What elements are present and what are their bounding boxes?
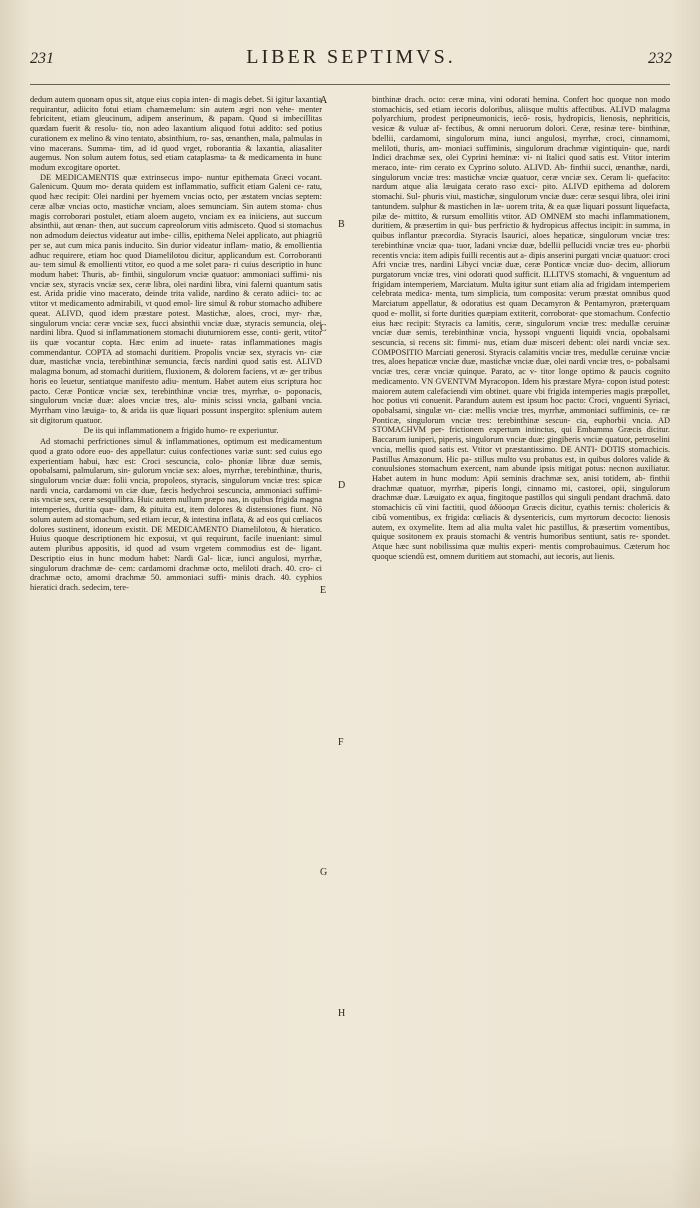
section-heading: De iis qui inflammationem a frigido humo- re experiuntur. — [83, 426, 279, 436]
page-header — [30, 44, 672, 74]
page-number-left: 231 — [30, 50, 54, 67]
left-paragraph: dedum autem quonam opus sit, atque eius copia inten- di magis debet. Si igitur laxantia requirantur, adiicito fotui etiam chamæmelum: sin autem ægri non vehe- menter febricitent, etiam gleucinum, adipem anserinum, & papam. Quod si imbecillitas quædam fuerit & resolu- tio, non adeo laxantium aliquod fotui addito: sed potius curationem ex melino & vino tentato, absinthium, ro- sas, œnanthen, mala, palmulas in vino macerans. Summa- tim, ad id quod vrget, roborantia & laxantia, aliasaliter augemus. Non solum autem fotus, sed etiam cataplasma- ta & medicamenta in hunc modum excogitare oportet. — [30, 95, 322, 173]
left-column — [30, 95, 322, 1135]
header-rule — [30, 84, 670, 85]
page-number-right: 232 — [648, 50, 672, 67]
margin-letter-e: E — [320, 585, 327, 596]
margin-letter-h: H — [338, 1008, 346, 1019]
running-title: LIBER SEPTIMVS. — [246, 46, 456, 68]
margin-letter-g: G — [320, 867, 328, 878]
page-edge-shading — [0, 1138, 700, 1208]
margin-letter-a: A — [320, 95, 328, 106]
margin-letter-d: D — [338, 480, 346, 491]
margin-letter-f: F — [338, 737, 344, 748]
margin-letter-c: C — [320, 323, 327, 334]
right-paragraph: binthinæ drach. octo: ceræ mina, vini odorati hemina. Confert hoc quoque non modo stomachicis, sed etiam iecoris doloribus, aliisque multis affectibus. ALIVD malagma polyarchium, prodest peripneumonicis, iecõ- rosis, hydropicis, lienosis, nephriticis, vesicæ & vuluæ af- fectibus, & omni neruorum dolori. Ceræ, resinæ tere- binthinæ, bdellii, cardamomi, singulorum mina, iunci angulosi, myrrhæ, croci, cinnamomi, meliloti, thuris, am- moniaci suffiminis, singulorum drachmæ vigintiquin- que, nardi Indici drachmæ sex, olei Cyprini heminæ: vi- ni Italici quod satis est. Vtitor interim meraco, inte- rim cerato ex Cyprino soluto. ALIVD. Ab- finthii succi, œnanthæ, nardi, singulorum vnciæ tres: mastichæ vnciæ quatuor, ceræ vnciæ sex. Ceram li- quefacito: nardum atque alia læuigata cerato raso exci- pito. ALIVD epithema ad dolorem stomachi. Sul- phuris viui, mastichæ, singulorum vnciæ duæ: ceræ sesqui libra, olei irini tantundem. sulphur & mastichen in læ- uorem trita, & ea quæ liquari possunt liquefacta, pilæ de- mittito, & rursum emollitis vtitor. AD OMNEM sto machi inflammationem, duritiem, & præsertim in qui- bus perfrictio & hydropicus affectus incipit: in summa, in quibus inflantur præcordia. Styracis Isaurici, aloes hepaticæ, singulorum vnciæ tres: terebinthinæ vnciæ qua- tuor, ladani vnciæ duæ, bdellii pellucidi vnciæ tres eu- phorbii recentis vncia: item adipis fuilli recentis aut a- dipis anserini purgati vnciæ quatuor: croci Afri vnciæ tres, nardini Libyci vnciæ duæ, ceræ Ponticæ vnciæ duo- decim, alliorum purgatorum vnciæ tres, vini odorati quod sufficit. ILLITVS stomachi, & vnguentum ad frigidam intemperiem, Marciatum. Multa igitur sunt etiam alia ad frigidam intemperiem celebrata medica- menta, tum simplicia, tum composita: verum præstat omnibus quod Marciatum appellatur, & odoratius est quam Decamyron & Pentamyron, præterquam quod e- mollit, si forte durities quæpiam extiterit, corroborat- que stomachum. Confectio eius hæc recipit: Styracis ca lamitis, ceræ, singulorum vnciæ tres: medullæ ceruinæ vnciæ duæ semis, terebinthinæ vncia, hyssopi vnguenti liquidi vncia, opobalsami sescuncia, si recens sit: fimmi- nus, etiam duæ misceri debent: olei nardi vnciæ sex. COMPOSITIO Marciati generosi. Styracis calamitis vnciæ tres, medullæ ceruinæ vnciæ tres, aloes hepaticæ vnciæ duæ, mastichæ vnciæ duæ, olei nardi vnciæ tres, o- pobalsami vnciæ tres, ceræ vnciæ quinque. Parato, ac v- titor longe optimo & paucis cognito medicamento. VN GVENTVM Myracopon. Idem his præstare Myra- copon istud potest: maiorem autem calefaciendi vim obtinet. quare vbi frigida intemperies magis præpollet, hoc potius vti conuenit. Parandum autem est ipsum hoc pacto: Croci, vnguenti Syriaci, opobalsami, singulæ vn- ciæ: mellis vnciæ tres, myrrhæ, ammoniaci suffiminis, ce- ræ Ponticæ, singulorum vnciæ tres: terebinthinæ sescun- cia, euphorbii vncia. AD STOMACHVM per- frictionem expertum intinctus, qui Embamma Græcis dicitur. Baccarum iuniperi, piperis, singulorum vnciæ duæ: gingiberis vnciæ quatuor, petroselini vncia, mellis quod satis est. Vtitor vt præstantissimo. DE ANTI- DOTIS stomachicis. Pastillus Amazonum. Hic pa- stillus multo vsu probatus est, in quibus dolores valide & conuulsiones stomachum exercent, nam abunde ipsis mitigat potus: necnon auxiliatur. Habet autem in hunc modum: Apii seminis drachmæ sex, anisi totidem, ab- finthii drachmæ quatuor, myrrhæ, piperis longi, cinnamo mi, castorei, opii, singulorum drachmæ duæ. Læuigato ex aqua, fingitoque pastillos qui singuli pendant drachmã. dato stomachicis cũ vini factitii, quod ἀδύοσμα Græcis dicitur, cyathis ternis: cholericis & cibũ vomentibus, ex frigida: cœliacis & dysentericis, cum myrtorum decocto: lienosis autem, ex oxymelite. Item ad alia multa valet hic pastillus, & præsertim vomentibus, quique sositonem ex prauis stomachi & ventris humoribus sentiunt, satis re- spondet. Atque hæc sunt nobilissima quæ multis experi- mentis comprobauimus. Cæterum hoc quoque sciendũ est, omnem duritiem aut stomachi, aut iecoris, aut lienis. — [372, 95, 670, 561]
margin-letter-b: B — [338, 219, 345, 230]
left-paragraph: DE MEDICAMENTIS quæ extrinsecus impo- nuntur epithemata Græci vocant. Galenicum. Quum mo- derata quidem est inflammatio, sufficit etiam Galeni ce- ratu, quod hæc recipit: Olei nardini per hyemem vncias octo, per æstatem vncias septem: ceræ albæ vncias octo, mastichæ vnciam, aloes semunciam. Sin autem stoma- chus magis corroborari postulet, etiam aloem augeto, vnciam ex ea iniiciens, aut succum absinthii, aut œnan- then, aut succum capreolorum vitis admisceto. Quod si stomachus non admodum deiectus videatur aut imbe- cillis, epithema Nelei applicato, aut phiagriū per se, aut cum mica panis inducito. Sin durior videatur inflam- matio, & emollientia adhuc requirere, etiam hoc quod Diamelilotou dicitur, applicandum est. Corroboranti au- tem simul & emollienti vtitor, eo quod a me solet para- ri cuius descriptio in hunc modum habet: Thuris, ab- finthii, singulorum vnciæ quatuor: ammoniaci suffimi- nis vnciæ sex, styracis vnciæ sex, ceræ libra, olei nardini libra, vini falerni quantum satis est. Arida pridie vino macerato, deinde trita valide, nardino & cerato adiici- to: ac vtitor vt medicamento admirabili, vt quod emol- lire simul & robur stomacho adhibere queat. ALIVD, quod idem præstare potest. Mastichæ, aloes, croci, myr- rhæ, singulorum vncia: ceræ vnciæ sex, fucci absinthii vnciæ duæ, styracis semuncia, olei nardini libra. Quod si inflammationem stomachi diuturniorem esse, conti- gerit, vtitor iis quæ vocantur copta. Hæc enim ad inuete- ratas inflammationes magis commendantur. COPTA ad stomachi duritiem. Propolis vnciæ sex, styracis vn- ciæ duæ, mastichæ vncia, terebinthinæ semuncia, fæcis nardini quod satis est. ALIVD malagma bonum, ad stomachi duritiem, fluxionem, & dolorem faciens, vt æ- ger tribus horis eo leuetur, sentiatque manifesto adiu- mentum. Habet autem eius scriptura hoc pacto. Ceræ Ponticæ vnciæ sex, terebinthinæ vnciæ tres, myrrhæ, o- poponacis, singulorum vnciæ duæ: aloes vnciæ tres, alu- minis scissi vncia, galbani vncia. Myrrham vino læuiga- to, & arida iis quæ liquari possunt inspergito: splenium autem sit digitorum quatuor. — [30, 172, 322, 425]
left-paragraph: Ad stomachi perfrictiones simul & inflammationes, optimum est medicamentum quod a grato odore euo- des appellatur: cuius confectiones variæ sunt: sed cuius ego experientiam habui, hæc est: Croci sescuncia, colo- phoniæ libræ duæ semis, opobalsami, palmularum, sin- gulorum vnciæ sex: aloes, myrrhæ, terebinthinæ, thuris, singulorum vnciæ duæ: folii vncia, propoleos, styracis, singulorum vnciæ tres: spicæ nardi vncia, cardamomi vn ciæ duæ, fæcis hedychroi sescuncia, ammoniaci suffimi- nis vnciæ sex, ceræ sesquilibra. Huic autem nullum præpo nas, in quibus frigida magna intemperies, duritia quæ- dam, & pituita est, item dolores & distensiones fiunt. Nõ solum autem ad stomachum, sed etiam iecur, & intestina inflata, & ad eos qui cœliacos dolores sustinent, idoneum existit. DE MEDICAMENTO Diamelilotou, & hieratico. Huius quoque descriptionem hic exposui, vt qui requirunt, facile inueniant: simul autem pluribus appositis, id quod ad vsum vrgetem commodius est de- ligant. Descriptio eius in hunc modum habet: Nardi Gal- licæ, iunci angulosi, myrrhæ, singulorum drachmæ de- cem: cardamomi drachmæ octo, meliloti drach. 40. cro- ci drachmæ octo, amomi drachmæ 50. ammoniaci suffi- minis drach. 40. cyphios hieratici drach. sedecim, tere- — [30, 437, 322, 592]
margin-letters — [320, 95, 368, 1135]
right-column — [372, 95, 670, 1135]
